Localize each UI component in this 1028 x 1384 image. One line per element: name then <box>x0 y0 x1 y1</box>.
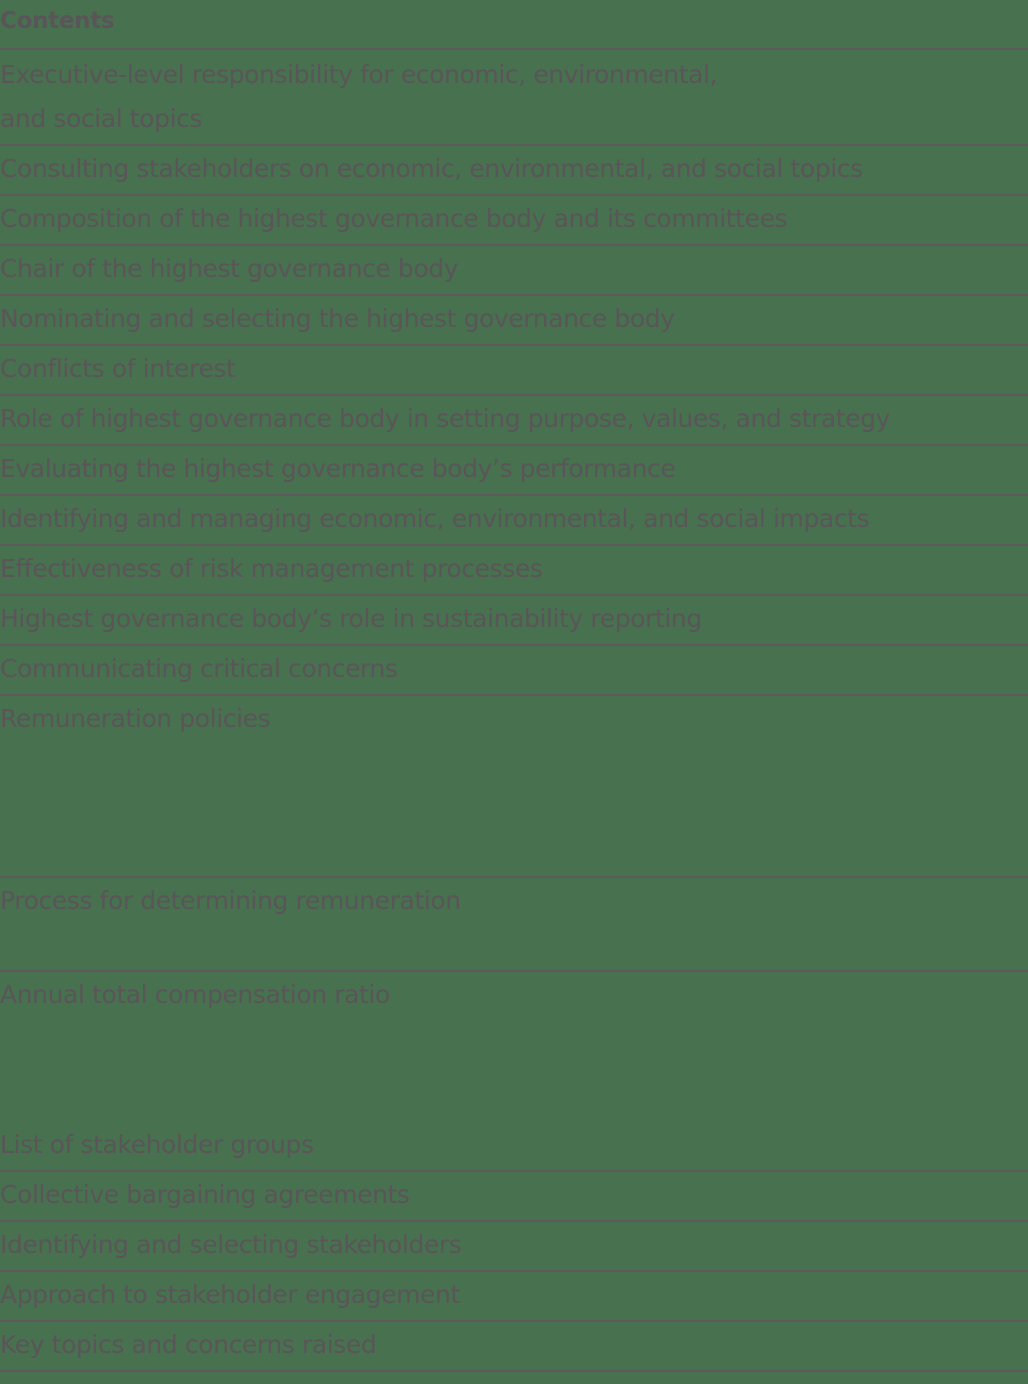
row-divider <box>0 544 1028 546</box>
toc-item-critical-concerns[interactable]: Communicating critical concerns <box>0 654 398 683</box>
header-divider <box>0 48 1028 50</box>
toc-item-selecting-stakeholders[interactable]: Identifying and selecting stakeholders <box>0 1230 462 1259</box>
toc-item-executive-responsibility[interactable]: Executive-level responsibility for economic, environmental, <box>0 60 718 89</box>
row-divider <box>0 594 1028 596</box>
row-divider <box>0 494 1028 496</box>
row-divider <box>0 194 1028 196</box>
toc-item-remuneration-process[interactable]: Process for determining remuneration <box>0 886 461 915</box>
toc-item-remuneration-policies[interactable]: Remuneration policies <box>0 704 271 733</box>
toc-item-nominating[interactable]: Nominating and selecting the highest governance body <box>0 304 675 333</box>
row-divider <box>0 394 1028 396</box>
row-divider <box>0 1370 1028 1372</box>
toc-item-risk-management[interactable]: Effectiveness of risk management processes <box>0 554 543 583</box>
toc-item-stakeholder-groups[interactable]: List of stakeholder groups <box>0 1130 314 1159</box>
toc-item-sustainability-reporting[interactable]: Highest governance body’s role in sustainability reporting <box>0 604 702 633</box>
row-divider <box>0 144 1028 146</box>
toc-item-compensation-ratio[interactable]: Annual total compensation ratio <box>0 980 390 1009</box>
toc-item-collective-bargaining[interactable]: Collective bargaining agreements <box>0 1180 410 1209</box>
row-divider <box>0 1270 1028 1272</box>
toc-item-conflicts[interactable]: Conflicts of interest <box>0 354 236 383</box>
row-divider <box>0 344 1028 346</box>
toc-item-identifying-impacts[interactable]: Identifying and managing economic, environmental, and social impacts <box>0 504 870 533</box>
toc-item-executive-responsibility-line2[interactable]: and social topics <box>0 104 203 133</box>
toc-item-composition[interactable]: Composition of the highest governance body and its committees <box>0 204 788 233</box>
toc-item-chair[interactable]: Chair of the highest governance body <box>0 254 459 283</box>
row-divider <box>0 1320 1028 1322</box>
row-divider <box>0 970 1028 972</box>
row-divider <box>0 1170 1028 1172</box>
toc-item-consulting-stakeholders[interactable]: Consulting stakeholders on economic, environmental, and social topics <box>0 154 863 183</box>
toc-item-evaluating[interactable]: Evaluating the highest governance body’s performance <box>0 454 676 483</box>
row-divider <box>0 444 1028 446</box>
row-divider <box>0 694 1028 696</box>
row-divider <box>0 876 1028 878</box>
row-divider <box>0 244 1028 246</box>
toc-item-role-purpose[interactable]: Role of highest governance body in setting purpose, values, and strategy <box>0 404 891 433</box>
toc-item-key-topics[interactable]: Key topics and concerns raised <box>0 1330 377 1359</box>
contents-heading: Contents <box>0 8 115 34</box>
row-divider <box>0 294 1028 296</box>
row-divider <box>0 1220 1028 1222</box>
toc-item-stakeholder-engagement[interactable]: Approach to stakeholder engagement <box>0 1280 460 1309</box>
row-divider <box>0 644 1028 646</box>
